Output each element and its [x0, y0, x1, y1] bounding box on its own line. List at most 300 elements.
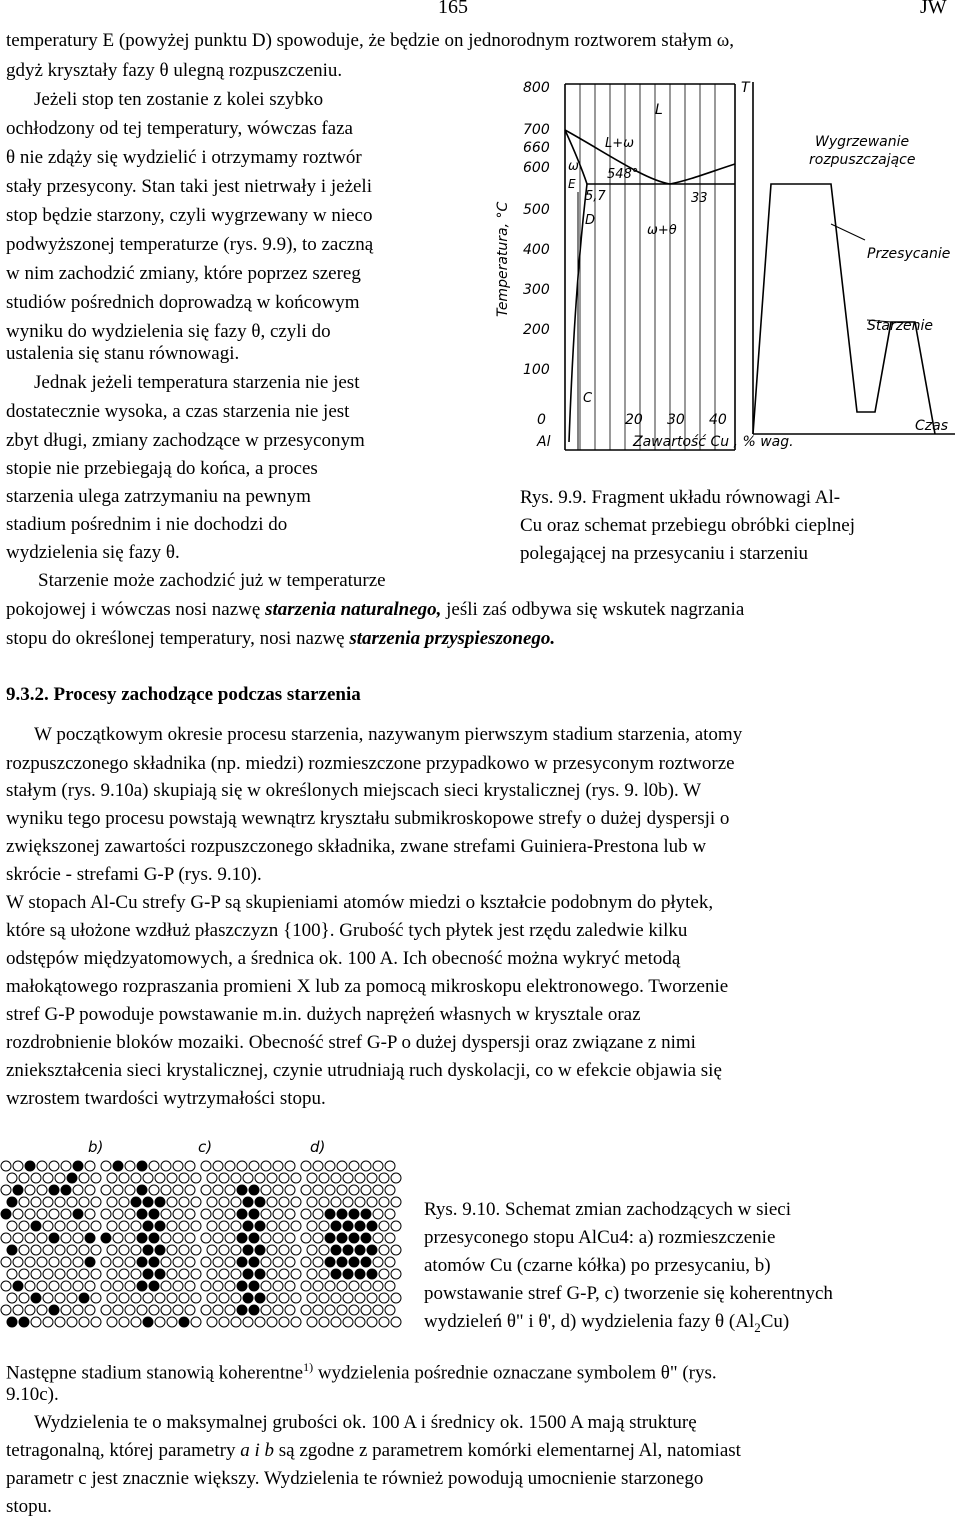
al-atom: [279, 1293, 289, 1303]
al-atom: [131, 1269, 141, 1279]
text-line: [6, 1438, 741, 1464]
al-atom: [185, 1305, 195, 1315]
cu-atom: [149, 1281, 159, 1291]
al-atom: [91, 1221, 101, 1231]
al-atom: [237, 1161, 247, 1171]
cu-atom: [7, 1317, 17, 1327]
al-atom: [85, 1281, 95, 1291]
al-atom: [91, 1245, 101, 1255]
al-atom: [37, 1281, 47, 1291]
al-atom: [19, 1197, 29, 1207]
al-atom: [331, 1317, 341, 1327]
cu-atom: [237, 1185, 247, 1195]
al-atom: [261, 1209, 271, 1219]
al-atom: [49, 1161, 59, 1171]
figure-9-10-caption-line: atomów Cu (czarne kółka) po przesycaniu, b): [424, 1255, 771, 1276]
al-atom: [55, 1293, 65, 1303]
al-atom: [331, 1173, 341, 1183]
text-line: [6, 1354, 717, 1386]
al-atom: [301, 1281, 311, 1291]
al-atom: [391, 1221, 401, 1231]
al-atom: [279, 1173, 289, 1183]
al-atom: [7, 1173, 17, 1183]
diagram-y-tick: 800: [523, 80, 550, 96]
al-atom: [391, 1245, 401, 1255]
al-atom: [185, 1281, 195, 1291]
cu-atom: [255, 1245, 265, 1255]
al-atom: [25, 1233, 35, 1243]
text-line: gdyż kryształy fazy θ ulegną rozpuszczeniu.: [6, 60, 343, 81]
al-atom: [43, 1245, 53, 1255]
al-atom: [113, 1185, 123, 1195]
al-atom: [185, 1233, 195, 1243]
al-atom: [343, 1197, 353, 1207]
text-line: stref G-P powoduje powstawanie m.in. dużych naprężeń własnych w krysztale oraz: [6, 1004, 641, 1025]
cu-atom: [255, 1269, 265, 1279]
al-atom: [355, 1293, 365, 1303]
al-atom: [307, 1293, 317, 1303]
section-heading: 9.3.2. Procesy zachodzące podczas starzenia: [6, 684, 361, 705]
al-atom: [167, 1269, 177, 1279]
cu-atom: [249, 1209, 259, 1219]
term-accelerated-aging: starzenia przyspieszonego.: [349, 628, 556, 649]
diagram-x-tick: 20: [625, 412, 643, 428]
cu-atom: [155, 1245, 165, 1255]
al-atom: [191, 1245, 201, 1255]
cu-atom: [149, 1209, 159, 1219]
al-atom: [155, 1317, 165, 1327]
al-atom: [167, 1197, 177, 1207]
cu-atom: [237, 1209, 247, 1219]
text-line: θ nie zdąży się wydzielić i otrzymamy roztwór: [6, 147, 362, 168]
al-atom: [179, 1173, 189, 1183]
al-atom: [331, 1293, 341, 1303]
text-line: dostatecznie wysoka, a czas starzenia nie jest: [6, 401, 350, 422]
text-line: zniekształcenia sieci krystalicznej, czynie utrudniają ruch dyskolacji, co w efekcie objawia się: [6, 1060, 722, 1081]
al-atom: [67, 1293, 77, 1303]
al-atom: [307, 1245, 317, 1255]
cu-atom: [325, 1209, 335, 1219]
figure-9-9-caption-line: Rys. 9.9. Fragment układu równowagi Al-: [520, 487, 841, 508]
cu-atom: [25, 1161, 35, 1171]
cu-atom: [243, 1293, 253, 1303]
text-line: parametr c jest znacznie większy. Wydzielenia te również powodują umocnienie starzonego: [6, 1468, 704, 1489]
diagram-x-tick: 40: [709, 412, 727, 428]
al-atom: [267, 1245, 277, 1255]
cu-atom: [237, 1281, 247, 1291]
al-atom: [255, 1173, 265, 1183]
al-atom: [267, 1317, 277, 1327]
al-atom: [155, 1173, 165, 1183]
text-line: Wydzielenia te o maksymalnej grubości ok. 100 A i średnicy ok. 1500 A mają strukturę: [34, 1412, 697, 1433]
cu-atom: [249, 1281, 259, 1291]
al-atom: [7, 1293, 17, 1303]
text-line: stopie nie przebiegają do końca, a proces: [6, 458, 318, 479]
al-atom: [355, 1173, 365, 1183]
al-atom: [79, 1245, 89, 1255]
al-atom: [179, 1293, 189, 1303]
al-atom: [31, 1197, 41, 1207]
text-line: stop będzie starzony, czyli wygrzewany w nieco: [6, 205, 373, 226]
al-atom: [219, 1197, 229, 1207]
al-atom: [201, 1161, 211, 1171]
diagram-x-origin: Al: [537, 434, 551, 450]
al-atom: [43, 1293, 53, 1303]
al-atom: [131, 1293, 141, 1303]
al-atom: [291, 1173, 301, 1183]
al-atom: [343, 1173, 353, 1183]
point-D: D: [585, 213, 596, 228]
annotation-5-7: 5,7: [585, 189, 606, 204]
al-atom: [313, 1257, 323, 1267]
cu-atom: [79, 1293, 89, 1303]
al-atom: [379, 1221, 389, 1231]
al-atom: [73, 1233, 83, 1243]
al-atom: [313, 1305, 323, 1315]
al-atom: [225, 1161, 235, 1171]
al-atom: [31, 1317, 41, 1327]
schema-starzenie: Starzenie: [867, 318, 934, 334]
al-atom: [161, 1209, 171, 1219]
cu-atom: [337, 1257, 347, 1267]
al-atom: [43, 1197, 53, 1207]
panel-label-d: d): [310, 1138, 326, 1156]
cu-atom: [331, 1245, 341, 1255]
al-atom: [355, 1197, 365, 1207]
al-atom: [55, 1269, 65, 1279]
al-atom: [149, 1161, 159, 1171]
al-atom: [291, 1221, 301, 1231]
al-atom: [125, 1185, 135, 1195]
al-atom: [361, 1281, 371, 1291]
point-E: E: [568, 177, 576, 191]
al-atom: [25, 1257, 35, 1267]
cu-atom: [7, 1197, 17, 1207]
al-atom: [225, 1257, 235, 1267]
al-atom: [25, 1185, 35, 1195]
cu-atom: [49, 1305, 59, 1315]
figure-9-9-caption-line: Cu oraz schemat przebiegu obróbki cieplnej: [520, 515, 856, 536]
al-atom: [301, 1305, 311, 1315]
al-atom: [373, 1209, 383, 1219]
term-natural-aging: starzenia naturalnego,: [265, 599, 442, 620]
cu-atom: [349, 1209, 359, 1219]
al-atom: [67, 1269, 77, 1279]
al-atom: [391, 1197, 401, 1207]
al-atom: [307, 1269, 317, 1279]
al-atom: [225, 1305, 235, 1315]
al-atom: [13, 1209, 23, 1219]
al-atom: [101, 1161, 111, 1171]
al-atom: [7, 1269, 17, 1279]
al-atom: [231, 1221, 241, 1231]
al-atom: [31, 1245, 41, 1255]
al-atom: [385, 1233, 395, 1243]
al-atom: [267, 1173, 277, 1183]
al-atom: [313, 1233, 323, 1243]
al-atom: [191, 1221, 201, 1231]
al-atom: [391, 1293, 401, 1303]
al-atom: [143, 1293, 153, 1303]
al-atom: [61, 1281, 71, 1291]
cu-atom: [143, 1197, 153, 1207]
al-atom: [173, 1161, 183, 1171]
al-atom: [191, 1293, 201, 1303]
cu-atom: [331, 1221, 341, 1231]
al-atom: [91, 1293, 101, 1303]
al-atom: [125, 1305, 135, 1315]
al-atom: [107, 1269, 117, 1279]
schema-rozpuszczajace: rozpuszczające: [809, 152, 916, 168]
al-atom: [379, 1317, 389, 1327]
text-line: stały przesycony. Stan taki jest nietrwały i jeżeli: [6, 176, 372, 197]
al-atom: [291, 1269, 301, 1279]
annotation-548: 548°: [607, 167, 639, 182]
al-atom: [267, 1197, 277, 1207]
al-atom: [391, 1317, 401, 1327]
al-atom: [279, 1197, 289, 1207]
annotation-33: 33: [691, 191, 708, 206]
al-atom: [91, 1197, 101, 1207]
al-atom: [79, 1221, 89, 1231]
al-atom: [379, 1245, 389, 1255]
al-atom: [91, 1269, 101, 1279]
al-atom: [79, 1317, 89, 1327]
panel-label-b: b): [88, 1138, 104, 1156]
al-atom: [373, 1257, 383, 1267]
al-atom: [337, 1281, 347, 1291]
al-atom: [107, 1245, 117, 1255]
text-line: skrócie - strefami G-P (rys. 9.10).: [6, 864, 262, 885]
al-atom: [13, 1233, 23, 1243]
al-atom: [119, 1173, 129, 1183]
diagram-y-tick: 100: [523, 362, 550, 378]
text-line: W początkowym okresie procesu starzenia, nazywanym pierwszym stadium starzenia, atomy: [34, 724, 743, 745]
al-atom: [213, 1305, 223, 1315]
cu-atom: [13, 1185, 23, 1195]
al-atom: [101, 1257, 111, 1267]
point-C: C: [583, 391, 593, 406]
al-atom: [161, 1305, 171, 1315]
cu-atom: [243, 1269, 253, 1279]
al-atom: [73, 1281, 83, 1291]
al-atom: [349, 1185, 359, 1195]
cu-atom: [255, 1293, 265, 1303]
text-line: zwiększonej zawartości rozpuszczonego składnika, zwane strefami Guiniera-Prestona lub w: [6, 836, 707, 857]
text-run: wydzieleń θ" i θ', d) wydzielenia fazy θ (Al: [424, 1311, 755, 1332]
solidus-line: [565, 130, 587, 184]
al-atom: [101, 1209, 111, 1219]
al-atom: [179, 1245, 189, 1255]
al-atom: [31, 1269, 41, 1279]
subscript: 2: [754, 1319, 761, 1335]
al-atom: [1, 1161, 11, 1171]
cu-atom: [361, 1257, 371, 1267]
cu-atom: [367, 1221, 377, 1231]
cu-atom: [237, 1233, 247, 1243]
al-atom: [373, 1185, 383, 1195]
al-atom: [207, 1317, 217, 1327]
al-atom: [325, 1161, 335, 1171]
text-line: w nim zachodzić zmiany, które poprzez szereg: [6, 263, 361, 284]
al-atom: [291, 1245, 301, 1255]
al-atom: [191, 1317, 201, 1327]
al-atom: [113, 1209, 123, 1219]
al-atom: [61, 1161, 71, 1171]
al-atom: [167, 1293, 177, 1303]
al-atom: [13, 1305, 23, 1315]
al-atom: [43, 1173, 53, 1183]
al-atom: [301, 1185, 311, 1195]
al-atom: [231, 1173, 241, 1183]
cu-atom: [355, 1221, 365, 1231]
al-atom: [131, 1173, 141, 1183]
lattice-panel-a: [1, 1161, 101, 1327]
al-atom: [161, 1161, 171, 1171]
al-atom: [149, 1185, 159, 1195]
al-atom: [367, 1173, 377, 1183]
cu-atom: [137, 1161, 147, 1171]
al-atom: [149, 1305, 159, 1315]
footnote-mark: 1): [303, 1360, 314, 1374]
cu-atom: [143, 1317, 153, 1327]
text-line: Jednak jeżeli temperatura starzenia nie jest: [34, 372, 360, 393]
al-atom: [267, 1221, 277, 1231]
al-atom: [319, 1197, 329, 1207]
al-atom: [379, 1269, 389, 1279]
al-atom: [125, 1161, 135, 1171]
text-line: Jeżeli stop ten zostanie z kolei szybko: [34, 89, 324, 110]
text-run: Cu): [760, 1311, 790, 1332]
al-atom: [313, 1281, 323, 1291]
al-atom: [261, 1305, 271, 1315]
al-atom: [67, 1245, 77, 1255]
al-atom: [107, 1293, 117, 1303]
al-atom: [67, 1317, 77, 1327]
cu-atom: [343, 1221, 353, 1231]
cu-atom: [137, 1257, 147, 1267]
diagram-y-tick: 0: [537, 412, 546, 428]
al-atom: [107, 1317, 117, 1327]
al-atom: [273, 1209, 283, 1219]
al-atom: [267, 1293, 277, 1303]
al-atom: [201, 1281, 211, 1291]
al-atom: [361, 1305, 371, 1315]
al-atom: [243, 1317, 253, 1327]
cu-atom: [49, 1233, 59, 1243]
al-atom: [319, 1293, 329, 1303]
al-atom: [161, 1185, 171, 1195]
al-atom: [285, 1185, 295, 1195]
al-atom: [373, 1233, 383, 1243]
text-line: ustalenia się stanu równowagi.: [6, 343, 240, 364]
al-atom: [43, 1317, 53, 1327]
al-atom: [213, 1257, 223, 1267]
al-atom: [101, 1185, 111, 1195]
al-atom: [249, 1161, 259, 1171]
cu-atom: [367, 1269, 377, 1279]
al-atom: [313, 1161, 323, 1171]
al-atom: [219, 1173, 229, 1183]
cu-atom: [85, 1257, 95, 1267]
al-atom: [143, 1173, 153, 1183]
text-run: tetragonalną, której parametry: [6, 1440, 241, 1461]
al-atom: [285, 1161, 295, 1171]
cu-atom: [361, 1209, 371, 1219]
region-L: L: [655, 102, 663, 118]
cu-atom: [361, 1233, 371, 1243]
cu-atom: [343, 1245, 353, 1255]
text-line: wyniku do wydzielenia się fazy θ, czyli do: [6, 321, 331, 342]
al-atom: [301, 1161, 311, 1171]
cu-atom: [137, 1233, 147, 1243]
al-atom: [285, 1209, 295, 1219]
al-atom: [373, 1305, 383, 1315]
al-atom: [91, 1173, 101, 1183]
al-atom: [25, 1305, 35, 1315]
al-atom: [261, 1185, 271, 1195]
al-atom: [219, 1245, 229, 1255]
al-atom: [1, 1185, 11, 1195]
cu-atom: [243, 1197, 253, 1207]
al-atom: [355, 1317, 365, 1327]
al-atom: [285, 1305, 295, 1315]
al-atom: [19, 1245, 29, 1255]
al-atom: [325, 1185, 335, 1195]
cu-atom: [249, 1185, 259, 1195]
al-atom: [185, 1185, 195, 1195]
cu-atom: [249, 1305, 259, 1315]
al-atom: [61, 1209, 71, 1219]
al-atom: [273, 1257, 283, 1267]
al-atom: [1, 1257, 11, 1267]
al-atom: [167, 1245, 177, 1255]
diagram-x-label: Zawartość Cu , % wag.: [633, 434, 794, 450]
al-atom: [367, 1317, 377, 1327]
al-atom: [361, 1161, 371, 1171]
al-atom: [201, 1185, 211, 1195]
cu-atom: [19, 1317, 29, 1327]
cu-atom: [85, 1233, 95, 1243]
al-atom: [85, 1185, 95, 1195]
al-atom: [173, 1209, 183, 1219]
diagram-y-tick: 200: [523, 322, 550, 338]
al-atom: [337, 1305, 347, 1315]
al-atom: [291, 1197, 301, 1207]
al-atom: [273, 1305, 283, 1315]
al-atom: [119, 1269, 129, 1279]
al-atom: [285, 1233, 295, 1243]
al-atom: [201, 1209, 211, 1219]
al-atom: [167, 1221, 177, 1231]
text-line: rozpuszczonego składnika (np. miedzi) rozmieszczone przypadkowo w przesyconym roztworze: [6, 753, 735, 774]
al-atom: [267, 1269, 277, 1279]
text-line: wyniku tego procesu powstają wewnątrz kryształu submikroskopowe strefy o dużej dyspersji o: [6, 808, 730, 829]
al-atom: [207, 1197, 217, 1207]
diagram-y-tick: 500: [523, 202, 550, 218]
al-atom: [173, 1281, 183, 1291]
al-atom: [225, 1233, 235, 1243]
text-run: stopu do określonej temperatury, nosi nazwę: [6, 628, 350, 649]
al-atom: [131, 1221, 141, 1231]
al-atom: [67, 1197, 77, 1207]
al-atom: [173, 1185, 183, 1195]
al-atom: [385, 1161, 395, 1171]
text-line: temperatury E (powyżej punktu D) spowoduje, że będzie on jednorodnym roztworem stałym ω,: [6, 30, 734, 51]
al-atom: [213, 1233, 223, 1243]
al-atom: [37, 1305, 47, 1315]
text-run: Następne stadium stanowią koherentne: [6, 1362, 304, 1384]
